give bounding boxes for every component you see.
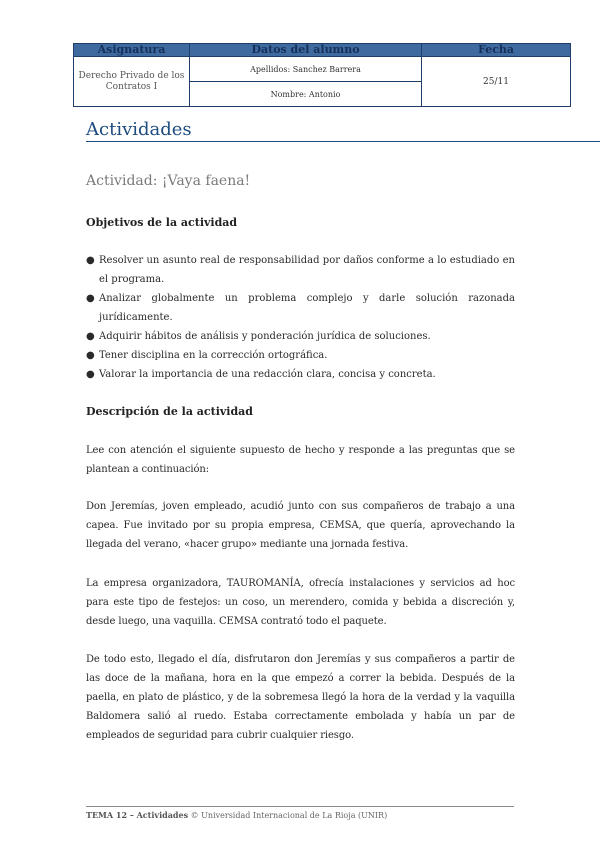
list-item-text: Valorar la importancia de una redacción clara, concisa y concreta. (99, 369, 436, 380)
list-item (86, 289, 515, 327)
description-paragraph: De todo esto, llegado el día, disfrutaron don Jeremías y sus compañeros a partir de las doce de la mañana, hora en la que empezó a correr la bebida. Después de la paella, en plato de plástico, y de la sobremesa llegó la hora de la verdad y la vaquilla Baldomera salió al ruedo. Estaba correctamente embolada y había un par de empleados de seguridad para cubrir cualquier riesgo. (86, 654, 515, 741)
list-item-text: Adquirir hábitos de análisis y ponderación jurídica de soluciones. (99, 331, 431, 342)
list-item (86, 365, 515, 384)
name-value: Nombre: Antonio (190, 82, 422, 107)
description-paragraph: La empresa organizadora, TAUROMANÍA, ofrecía instalaciones y servicios ad hoc para este tipo de festejos: un coso, un merendero, comida y bebida a discreción y, desde luego, una vaquilla. CEMSA contrató todo el paquete. (86, 578, 515, 627)
header-col-student: Datos del alumno (190, 44, 422, 57)
header-col-date: Fecha (422, 44, 571, 57)
section-title: Actividades (86, 119, 192, 140)
list-item (86, 346, 515, 365)
bullet-icon: ● (86, 331, 95, 342)
list-item-text: Resolver un asunto real de responsabilidad por daños conforme a lo estudiado en el programa. (99, 255, 515, 285)
footer-copyright: © Universidad Internacional de La Rioja (UNIR) (190, 811, 388, 820)
bullet-icon: ● (86, 369, 95, 380)
surname-value: Apellidos: Sanchez Barrera (190, 57, 422, 82)
objectives-heading: Objetivos de la actividad (86, 216, 238, 229)
header-col-subject: Asignatura (74, 44, 190, 57)
list-item (86, 251, 515, 289)
description-paragraph: Lee con atención el siguiente supuesto de hecho y responde a las preguntas que se plantean a continuación: (86, 445, 515, 475)
footer (86, 809, 387, 822)
footer-topic: TEMA 12 – Actividades (86, 810, 189, 820)
bullet-icon: ● (86, 350, 95, 361)
activity-title: Actividad: ¡Vaya faena! (86, 173, 251, 189)
date-value: 25/11 (422, 57, 571, 107)
description-paragraph: Don Jeremías, joven empleado, acudió junto con sus compañeros de trabajo a una capea. Fue invitado por su propia empresa, CEMSA, que quería, aprovechando la llegada del verano, «hacer grupo» mediante una jornada festiva. (86, 501, 515, 550)
bullet-icon: ● (86, 293, 95, 304)
list-item (86, 327, 515, 346)
header-table (73, 43, 571, 107)
bullet-icon: ● (86, 255, 95, 266)
description-heading: Descripción de la actividad (86, 405, 253, 418)
footer-rule (86, 806, 514, 807)
list-item-text: Tener disciplina en la corrección ortográfica. (99, 350, 328, 361)
section-title-rule (86, 141, 600, 142)
subject-value: Derecho Privado de los Contratos I (74, 57, 190, 107)
list-item-text: Analizar globalmente un problema complejo y darle solución razonada jurídicamente. (99, 293, 515, 323)
